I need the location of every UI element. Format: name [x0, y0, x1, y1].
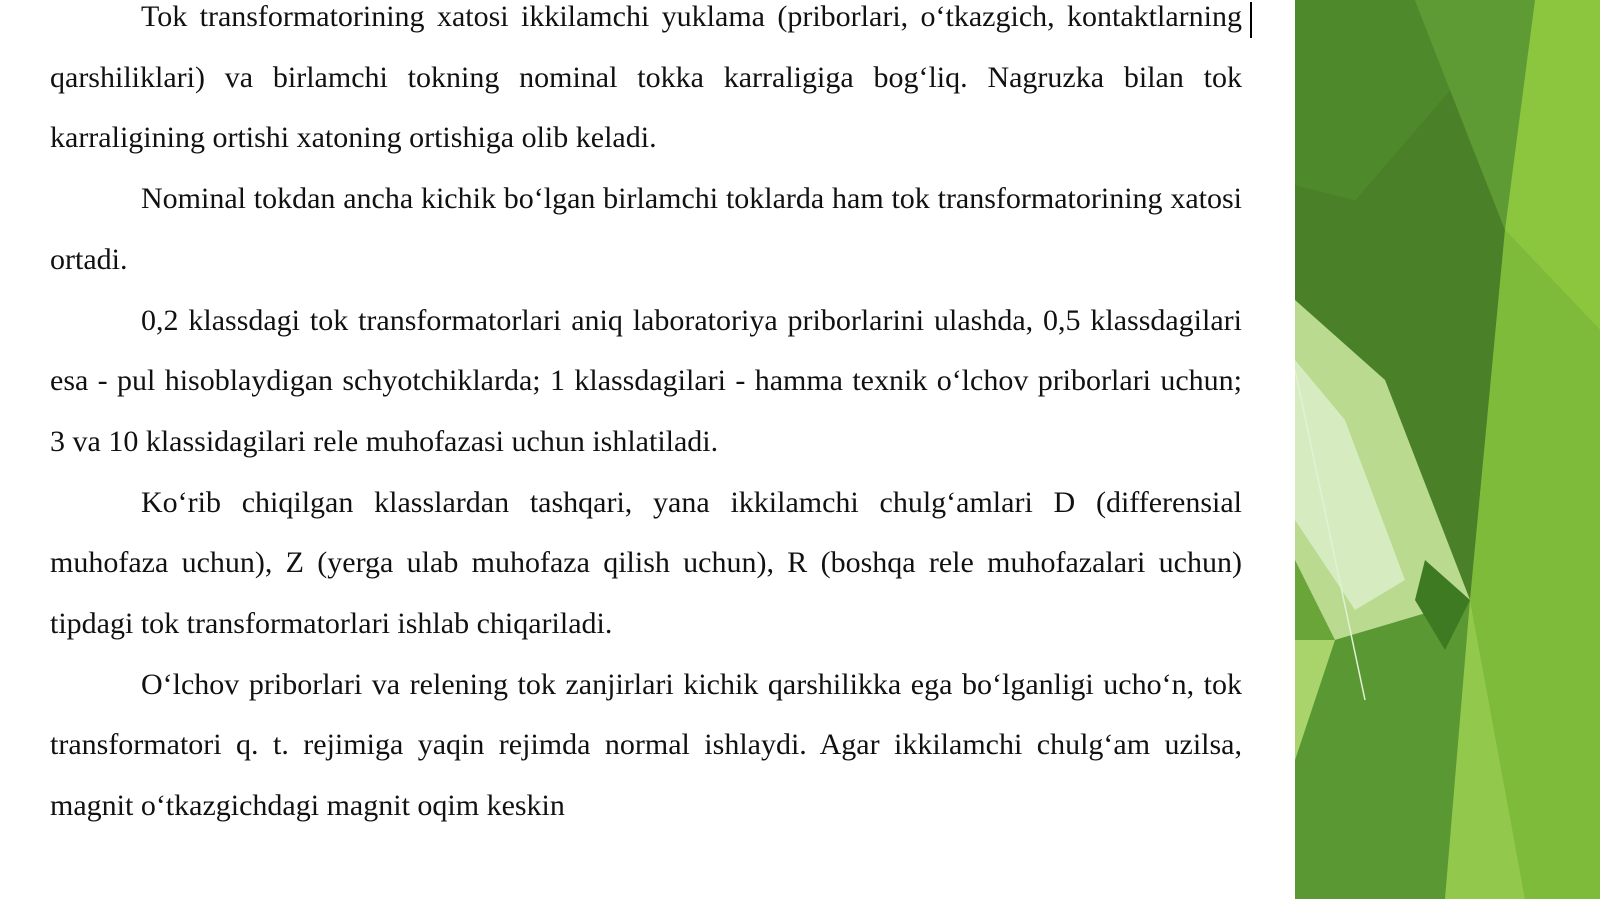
paragraph-3: 0,2 klassdagi tok transformatorlari aniq laboratoriya priborlarini ulashda, 0,5 klassdagilari esa - pul hisoblaydigan schyotchiklarda; 1 klassdagilari - hamma texnik o‘lchov priborlari uchun; 3 va 10 klassidagilari rele muhofazasi uchun ishlatiladi. [50, 303, 1242, 458]
text-cursor [1250, 2, 1252, 38]
paragraph-5: O‘lchov priborlari va relening tok zanjirlari kichik qarshilikka ega bo‘lganligi ucho‘n, tok transformatori q. t. rejimiga yaqin rejimda normal ishlaydi. Agar ikkilamchi chulg‘am uzilsa, magnit o‘tkazgichdagi magnit oqim keskin [50, 667, 1242, 823]
paragraph-2: Nominal tokdan ancha kichik bo‘lgan birlamchi toklarda ham tok transformatorining xatosi ortadi. [50, 182, 1242, 276]
document-body[interactable] [50, 0, 1242, 899]
paragraph-1: Tok transformatorining xatosi ikkilamchi yuklama (priborlari, o‘tkazgich, kontaktlarning qarshiliklari) va birlamchi tokning nominal tokka karraligiga bog‘liq. Nagruzka bilan tok karraligining ortishi xatoning ortishiga olib keladi. [50, 0, 1242, 155]
paragraph-4: Ko‘rib chiqilgan klasslardan tashqari, yana ikkilamchi chulg‘amlari D (differensial muhofaza uchun), Z (yerga ulab muhofaza qilish uchun), R (boshqa rele muhofazalari uchun) tipdagi tok transformatorlari ishlab chiqariladi. [50, 485, 1242, 641]
green-facet-decoration [1295, 0, 1600, 899]
